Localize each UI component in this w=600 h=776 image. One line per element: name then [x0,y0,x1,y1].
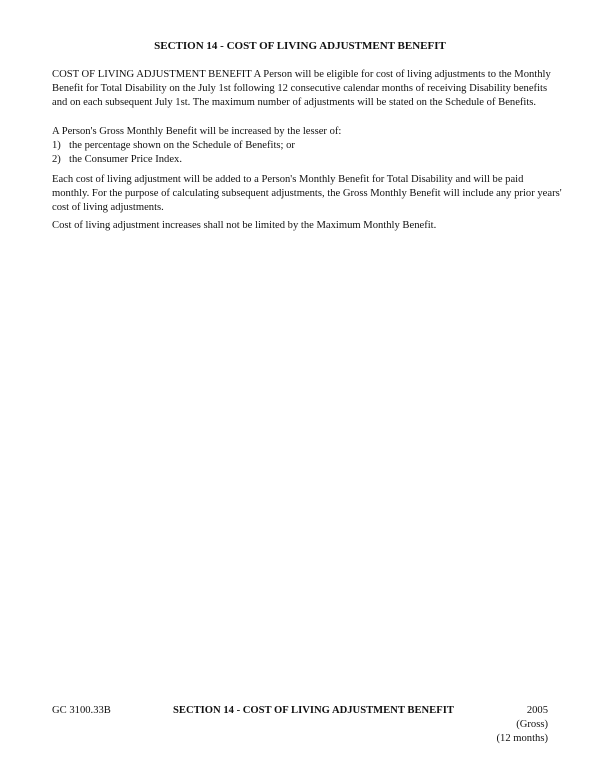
list-text: the Consumer Price Index. [69,154,182,165]
list-number: 2) [52,154,61,165]
paragraph-eligibility [52,68,562,110]
paragraph-increase [52,125,562,167]
paragraph-limit [52,219,562,233]
form-number: GC 3100.33B [52,705,111,716]
paragraph-payment [52,173,562,215]
list-item [52,139,562,153]
paragraph-text: Each cost of living adjustment will be added to a Person's Monthly Benefit for Total Disability and will be paid monthly. For the purpose of calculating subsequent adjustments, the Gross Monthly Benefit will include any prior years' cost of living adjustments. [52,174,562,213]
list-number: 1) [52,140,61,151]
footer-basis: (Gross) [516,719,548,730]
paragraph-text: COST OF LIVING ADJUSTMENT BENEFIT A Person will be eligible for cost of living adjustments to the Monthly Benefit for Total Disability on the July 1st following 12 consecutive calendar months of receiving Disability benefits and on each subsequent July 1st. The maximum number of adjustments will be stated on the Schedule of Benefits. [52,69,551,108]
footer-meta [497,704,549,746]
footer-year: 2005 [526,705,548,716]
section-title: SECTION 14 - COST OF LIVING ADJUSTMENT BENEFIT [154,40,446,52]
paragraph-intro: A Person's Gross Monthly Benefit will be increased by the lesser of: [52,126,342,137]
footer-section-title: SECTION 14 - COST OF LIVING ADJUSTMENT BENEFIT [173,705,454,716]
list-text: the percentage shown on the Schedule of Benefits; or [69,140,295,151]
footer-period: (12 months) [496,733,548,744]
paragraph-text: Cost of living adjustment increases shall not be limited by the Maximum Monthly Benefit. [52,220,437,231]
list-item [52,153,562,167]
